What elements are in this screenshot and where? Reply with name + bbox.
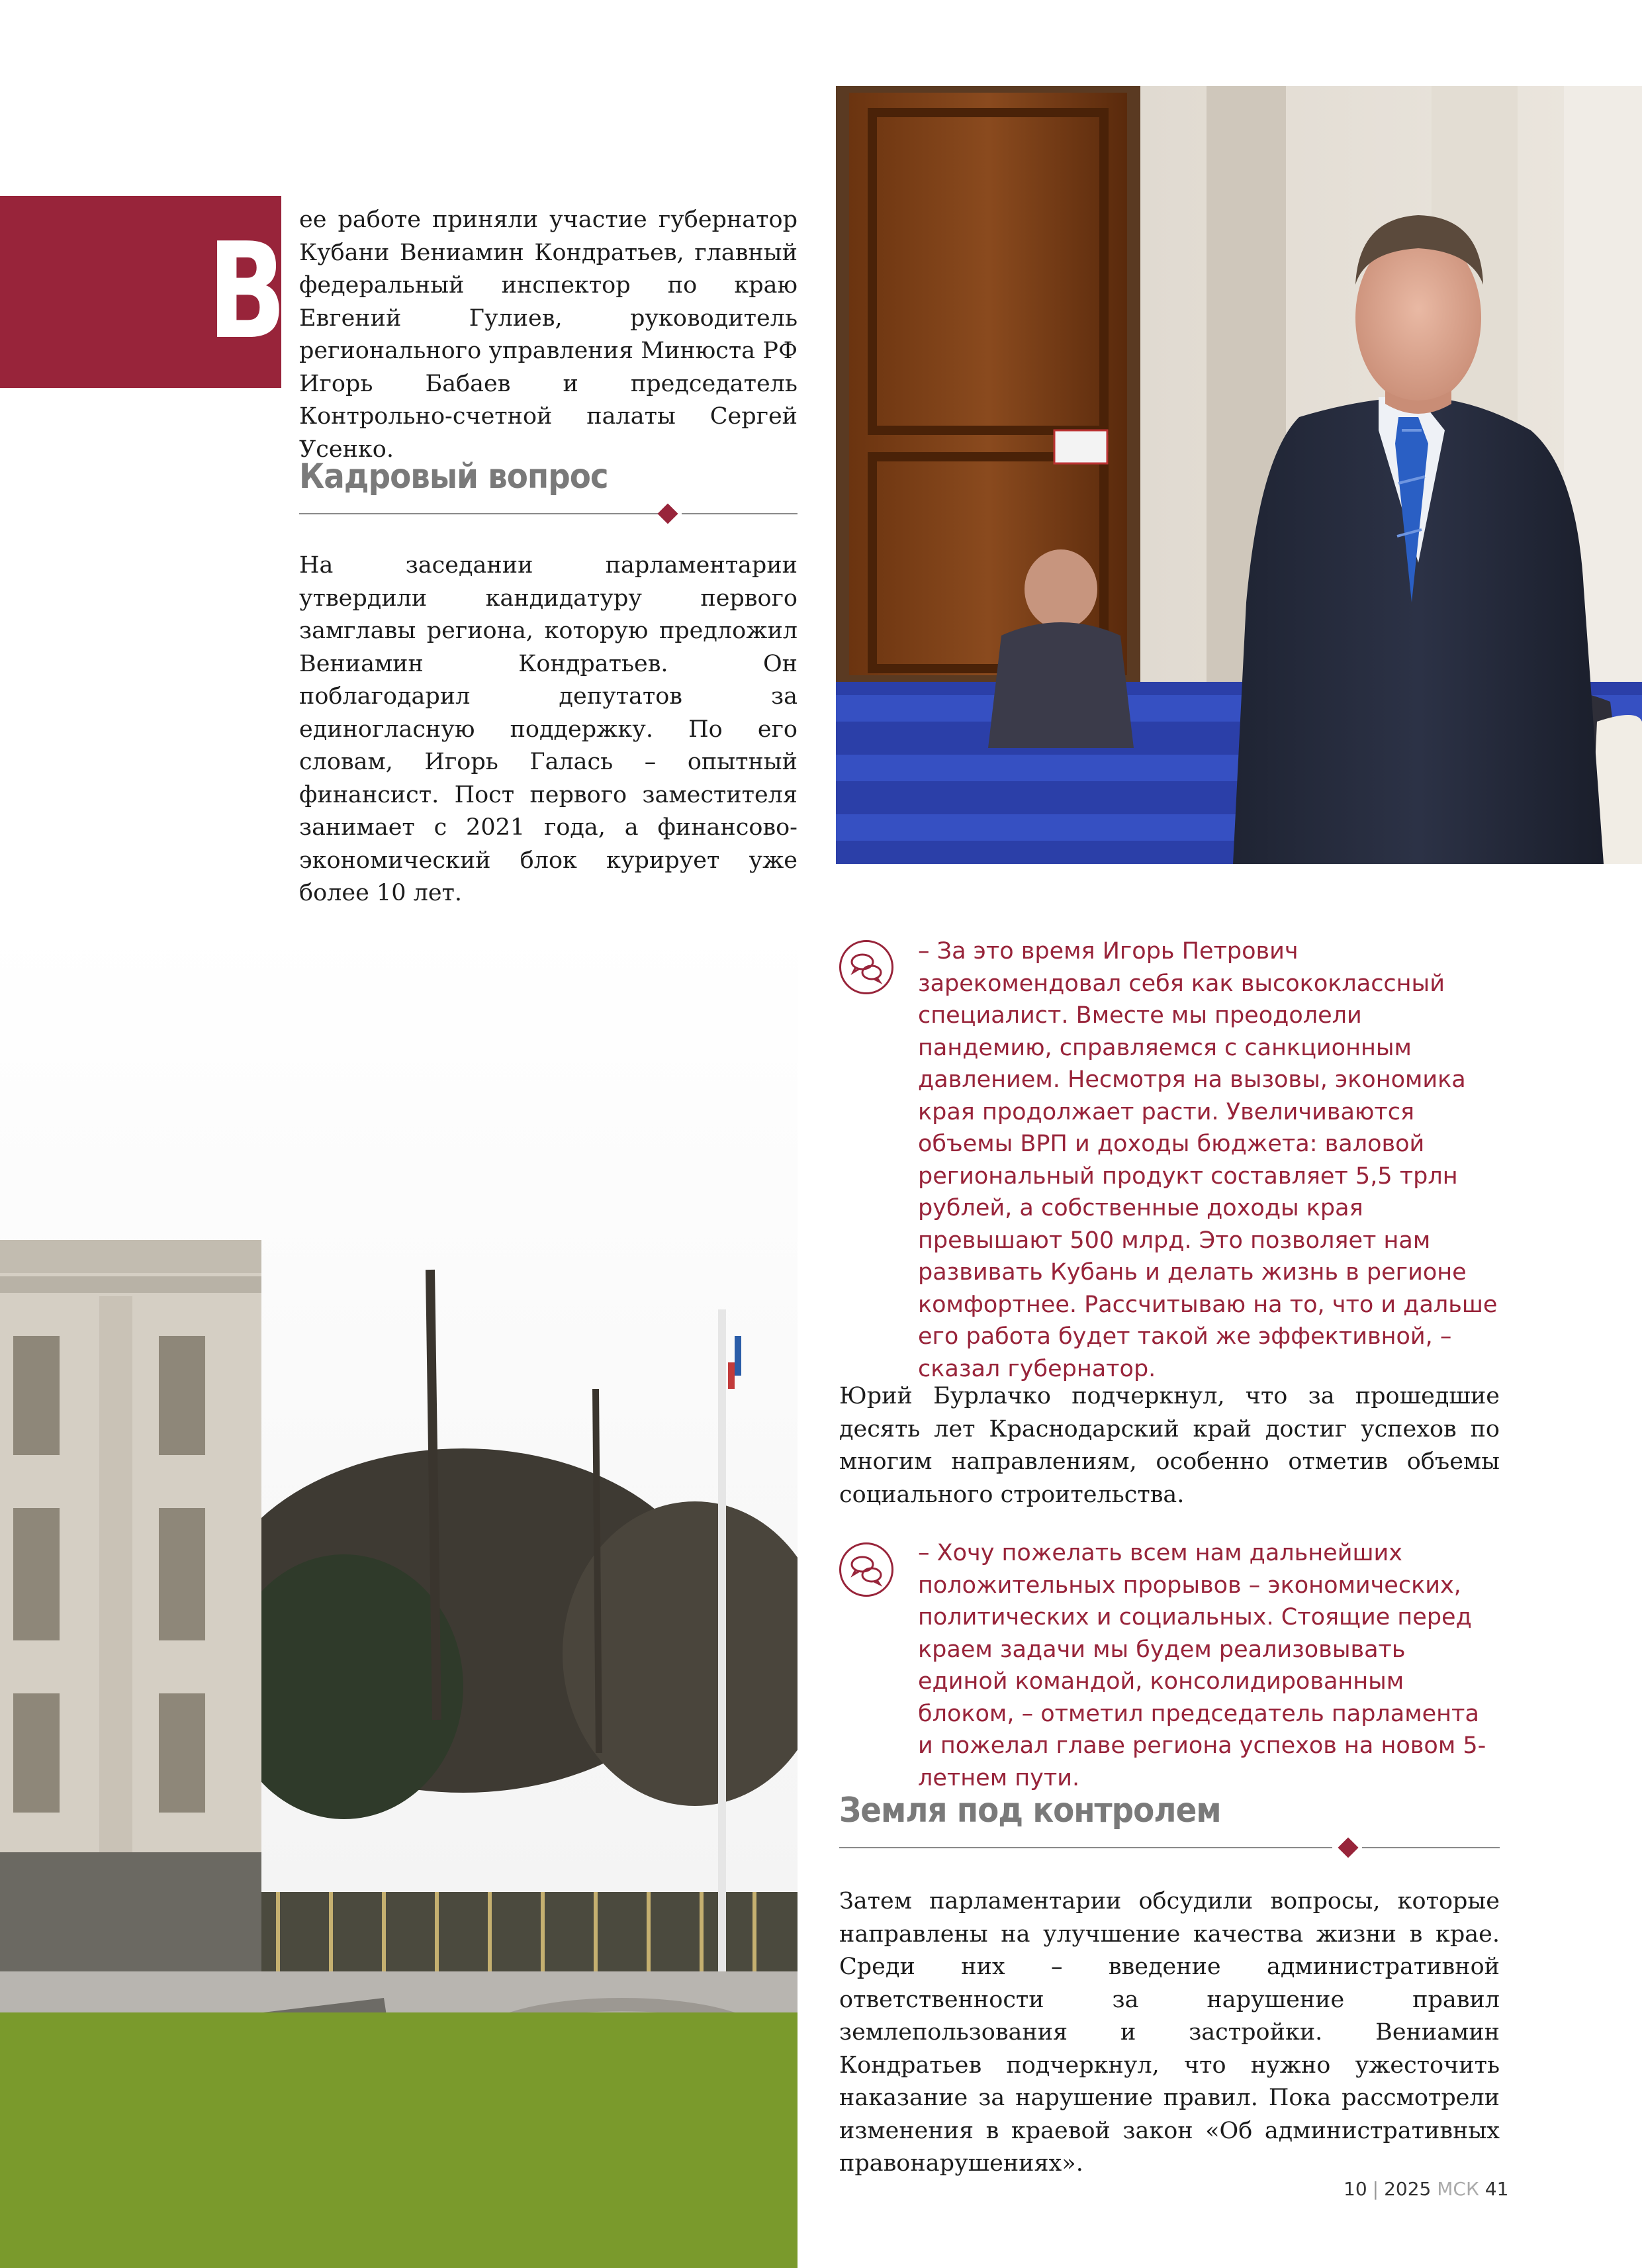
dropcap-letter: В	[207, 214, 287, 369]
quote-chairman: – Хочу пожелать всем нам дальнейших положительных прорывов – экономических, политических и социальных. Стоящие перед краем задачи мы будем реализовывать единой командой, консолидированным блоком, – отметил председатель парламента и пожелал главе региона успехов на новом 5-летнем пути.	[918, 1540, 1486, 1791]
quote-governor: – За это время Игорь Петрович зарекомендовал себя как высококлассный специалист. Вместе мы преодолели пандемию, справляемся с санкционным давлением. Несмотря на вызовы, экономика края продолжает расти. Увеличиваются объемы ВРП и доходы бюджета: валовой региональный продукт составляет 5,5 трлн рублей, а собственные доходы края превышают 500 млрд. Это позволяет нам развивать Кубань и делать жизнь в регионе комфортнее. Рассчитываю на то, что и дальше его работа будет такой же эффективной, – сказал губернатор.	[918, 938, 1498, 1382]
speech-bubbles-icon	[839, 940, 893, 994]
heading-rule-left	[299, 513, 662, 514]
heading-rule-left	[839, 1847, 1332, 1848]
section2-paragraph: Юрий Бурлачко подчеркнул, что за прошедшие десять лет Краснодарский край достиг успехов по многим направлениям, особенно отметив объемы социального строительства.	[839, 1383, 1500, 1508]
heading-diamond	[657, 503, 678, 524]
issue-year: 2025	[1384, 2178, 1432, 2200]
issue-number: 10	[1344, 2178, 1367, 2200]
photo-building	[0, 925, 798, 2085]
intro-paragraph: ее работе приняли участие губернатор Кубани Вениамин Кондратьев, главный федеральный инспектор по краю Евгений Гулиев, руководитель регионального управления Минюста РФ Игорь Бабаев и председатель Контрольно-счетной палаты Сергей Усенко.	[299, 207, 798, 463]
heading-rule-right	[682, 513, 798, 514]
magazine-brand: МСК	[1437, 2178, 1479, 2200]
page-number: 41	[1484, 2178, 1509, 2200]
section1-paragraph: На заседании парламентарии утвердили кандидатуру первого замглавы региона, которую предложил Вениамин Кондратьев. Он поблагодарил депутатов за единогласную поддержку. По его словам, Игорь Галась – опытный финансист. Пост первого заместителя занимает с 2021 года, а финансово-экономический блок курирует уже более 10 лет.	[299, 552, 798, 906]
speech-bubbles-icon	[839, 1542, 893, 1597]
photo-grass	[0, 2012, 798, 2268]
photo-official	[836, 86, 1642, 864]
heading-diamond	[1338, 1837, 1358, 1858]
heading-rule-right	[1362, 1847, 1500, 1848]
section-heading-personnel: Кадровый вопрос	[299, 457, 608, 496]
section3-paragraph: Затем парламентарии обсудили вопросы, которые направлены на улучшение качества жизни в крае. Среди них – введение административной ответственности за нарушение правил землепользования и застройки. Вениамин Кондратьев подчеркнул, что нужно ужесточить наказание за нарушение правил. Пока рассмотрели изменения в краевой закон «Об административных правонарушениях».	[839, 1888, 1500, 2177]
section-heading-land: Земля под контролем	[839, 1791, 1221, 1830]
page-footer: 10 | 2025 МСК 41	[1344, 2178, 1509, 2200]
